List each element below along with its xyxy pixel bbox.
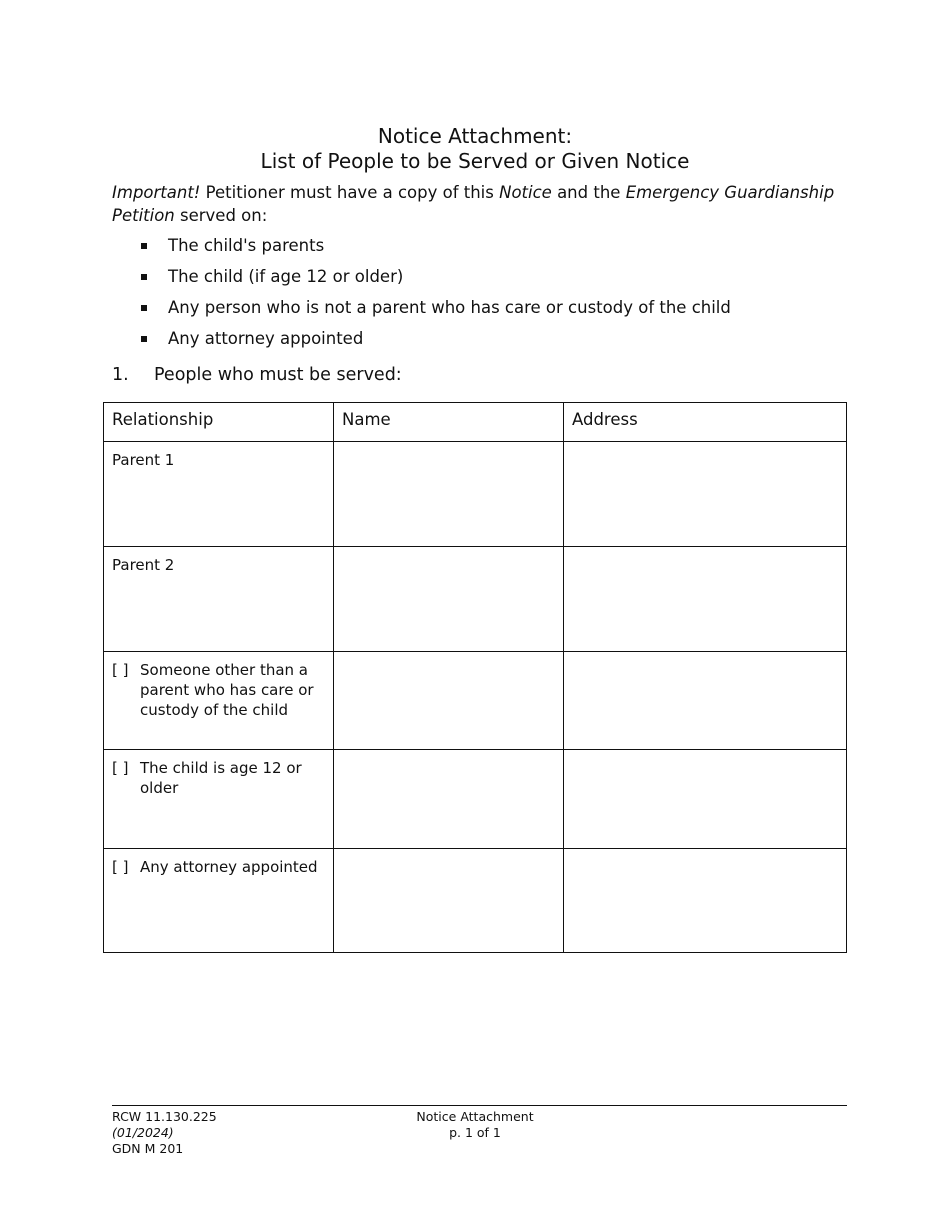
address-cell[interactable] [563, 849, 846, 953]
relationship-cell [104, 849, 334, 953]
list-item [112, 327, 847, 358]
intro-text-2: and the [551, 183, 626, 202]
footer-form-code: GDN M 201 [112, 1141, 184, 1156]
footer-date: (01/2024) [112, 1125, 174, 1140]
petition-term: Emergency Guardianship Petition [112, 183, 835, 225]
relationship-text: Any attorney appointed [140, 858, 318, 876]
relationship-cell [104, 652, 334, 750]
table-row [104, 652, 847, 750]
table-row [104, 750, 847, 849]
header-relationship: Relationship [104, 403, 334, 442]
important-label: Important! [112, 183, 201, 202]
served-on-list [112, 234, 847, 358]
square-bullet-icon [141, 336, 147, 342]
name-cell[interactable] [334, 849, 564, 953]
footer-divider [112, 1105, 847, 1106]
square-bullet-icon [141, 243, 147, 249]
checkbox[interactable]: [ ] [112, 858, 129, 876]
footer-page-info [375, 1109, 575, 1141]
checkbox-option[interactable] [112, 857, 325, 877]
intro-text-1: Petitioner must have a copy of this [200, 183, 500, 202]
table-header-row [104, 403, 847, 442]
table-row [104, 442, 847, 547]
list-item-text: The child's parents [168, 236, 325, 255]
checkbox-option[interactable] [112, 758, 325, 798]
table-row [104, 547, 847, 652]
table-row [104, 849, 847, 953]
list-item-text: Any attorney appointed [168, 329, 364, 348]
address-cell[interactable] [563, 547, 846, 652]
name-cell[interactable] [334, 652, 564, 750]
people-served-table [103, 402, 847, 953]
checkbox[interactable]: [ ] [112, 661, 129, 679]
list-item [112, 265, 847, 296]
name-cell[interactable] [334, 547, 564, 652]
square-bullet-icon [141, 305, 147, 311]
list-item-text: The child (if age 12 or older) [168, 267, 404, 286]
list-item-text: Any person who is not a parent who has care or custody of the child [168, 298, 731, 317]
footer-form-name: Notice Attachment [416, 1109, 534, 1124]
footer-form-info [112, 1109, 217, 1157]
relationship-cell [104, 442, 334, 547]
relationship-text: The child is age 12 or older [140, 759, 302, 797]
relationship-text: Parent 1 [112, 451, 175, 469]
page-title-line-1: Notice Attachment: [377, 124, 573, 148]
footer-rcw: RCW 11.130.225 [112, 1109, 217, 1124]
header-name: Name [334, 403, 564, 442]
relationship-text: Parent 2 [112, 556, 175, 574]
section-heading-text: People who must be served: [154, 365, 402, 385]
section-number: 1. [112, 365, 129, 385]
list-item [112, 296, 847, 327]
section-heading [112, 363, 402, 387]
square-bullet-icon [141, 274, 147, 280]
page-title-line-2: List of People to be Served or Given Notice [260, 149, 690, 173]
relationship-cell [104, 547, 334, 652]
relationship-cell [104, 750, 334, 849]
intro-text-3: served on: [174, 206, 268, 225]
address-cell[interactable] [563, 750, 846, 849]
header-address: Address [563, 403, 846, 442]
list-item [112, 234, 847, 265]
address-cell[interactable] [563, 442, 846, 547]
intro-paragraph [112, 181, 847, 227]
relationship-text: Someone other than a parent who has care or custody of the child [140, 661, 314, 719]
footer-page-number: p. 1 of 1 [449, 1125, 501, 1140]
notice-term: Notice [499, 183, 552, 202]
name-cell[interactable] [334, 750, 564, 849]
checkbox-option[interactable] [112, 660, 325, 720]
name-cell[interactable] [334, 442, 564, 547]
address-cell[interactable] [563, 652, 846, 750]
checkbox[interactable]: [ ] [112, 759, 129, 777]
